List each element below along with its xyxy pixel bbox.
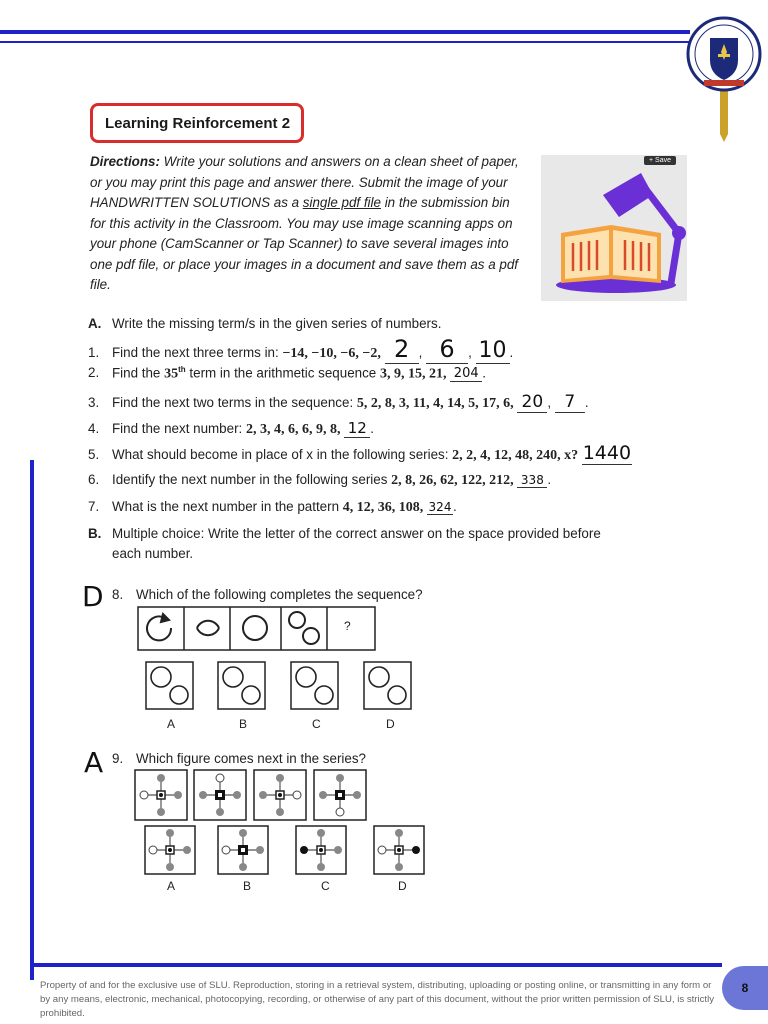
question-5: 5. What should become in place of x in the following series: 2, 2, 4, 12, 48, 240, x? 1440 — [88, 442, 632, 464]
left-margin-line — [30, 460, 34, 980]
section-a-heading: A. Write the missing term/s in the given series of numbers. — [88, 316, 442, 331]
footer-line — [30, 963, 722, 967]
answer-1b[interactable]: 6 — [426, 335, 468, 364]
question-3: 3. Find the next two terms in the sequence: 5, 2, 8, 3, 11, 4, 14, 5, 17, 6, 20 , 7 . — [88, 392, 589, 412]
question-8: 8. Which of the following completes the sequence? — [112, 587, 423, 602]
answer-2[interactable]: 204 — [450, 366, 482, 382]
question-9: 9. Which figure comes next in the series? — [112, 751, 366, 766]
answer-5[interactable]: 1440 — [582, 442, 632, 464]
q9-options — [144, 825, 429, 897]
answer-4[interactable]: 12 — [344, 419, 370, 438]
section-b-heading-line2: each number. — [112, 546, 194, 561]
q8-option-c[interactable]: C — [312, 717, 321, 731]
q8-option-d[interactable]: D — [386, 717, 395, 731]
q8-unknown: ? — [344, 619, 351, 633]
question-4: 4. Find the next number: 2, 3, 4, 6, 6, 9, 8, 12 . — [88, 419, 374, 437]
q9-option-d[interactable]: D — [398, 879, 407, 893]
section-b-heading: B. Multiple choice: Write the letter of the correct answer on the space provided before — [88, 526, 601, 541]
q8-sequence-icon — [137, 606, 376, 651]
answer-7[interactable]: 324 — [428, 500, 452, 514]
q9-sequence-icons — [134, 769, 374, 821]
q8-options — [145, 661, 415, 739]
header-line-bottom — [0, 41, 690, 43]
q8-sequence-strip — [137, 606, 376, 651]
q9-option-c[interactable]: C — [321, 879, 330, 893]
page-title: Learning Reinforcement 2 — [90, 103, 304, 143]
answer-3a[interactable]: 20 — [517, 392, 547, 413]
answer-6[interactable]: 338 — [517, 473, 547, 488]
page-number: 8 — [722, 966, 768, 1010]
question-2: 2. Find the 35th term in the arithmetic sequence 3, 9, 15, 21, 204 . — [88, 365, 486, 382]
q9-option-a[interactable]: A — [167, 879, 176, 893]
q8-options-icons — [145, 661, 415, 716]
q9-sequence — [134, 769, 374, 821]
q9-options-icons — [144, 825, 429, 877]
slu-seal-logo — [684, 10, 764, 142]
q8-option-a[interactable]: A — [167, 717, 176, 731]
answer-8[interactable]: D — [82, 580, 104, 613]
answer-9[interactable]: A — [84, 746, 104, 779]
answer-3b[interactable]: 7 — [555, 392, 585, 413]
question-6: 6. Identify the next number in the following series 2, 8, 26, 62, 122, 212, 338 . — [88, 472, 552, 488]
directions-label: Directions: — [90, 154, 160, 169]
question-1: 1. Find the next three terms in: −14, −10, −6, −2, 2 , 6 , 10 . — [88, 335, 514, 363]
q9-option-b[interactable]: B — [243, 879, 252, 893]
lamp-book-illustration — [541, 155, 687, 301]
answer-1c[interactable]: 10 — [476, 338, 510, 364]
question-7: 7. What is the next number in the pattern 4, 12, 36, 108, 324 . — [88, 499, 457, 515]
header-line-top — [0, 30, 690, 34]
save-image-button[interactable]: + Save — [644, 156, 676, 165]
directions-text: Directions: Write your solutions and answers on a clean sheet of paper, or you may print this page and answer there. Submit the image of your HANDWRITTEN SOLUTIONS as a single pdf file in the submission bin for this activity in the Classroom. You may use image scanning apps on your phone (CamScanner or Tap Scanner) to save several images into one pdf file, or place your images in a document and save them as a pdf file. — [90, 154, 519, 292]
footer-copyright: Property of and for the exclusive use of SLU. Reproduction, storing in a retrieval system, distributing, uploading or posting online, or transmitting in any form or by any means, electronic, mechanical, photocopying, recording, or otherwise of any part of this document, without the prior written permission of SLU, is strictly prohibited. — [40, 980, 715, 1019]
lamp-book-icon — [541, 155, 687, 301]
q8-option-b[interactable]: B — [239, 717, 248, 731]
answer-1a[interactable]: 2 — [385, 335, 419, 364]
